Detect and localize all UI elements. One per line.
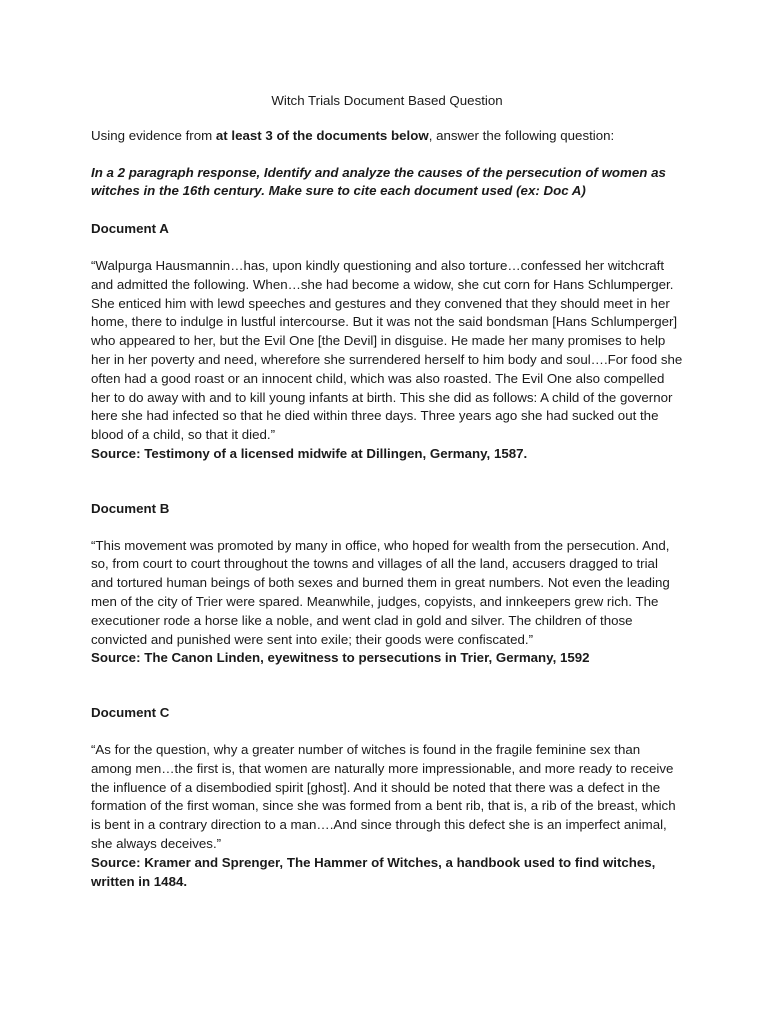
instructions-emphasis: at least 3 of the documents below [215, 127, 429, 143]
document-a-heading: Document A [91, 221, 169, 237]
document-b-quote: “This movement was promoted by many in office, who hoped for wealth from the persecution. And, so, from court to court throughout the towns and villages of all the land, accusers dragged to trial and tortured human beings of both sexes and burned them in great numbers. Not even the leading men of the city of Trier were spared. Meanwhile, judges, copyists, and innkeepers grew rich. The executioner rode a horse like a noble, and went clad in gold and silver. The children of those convicted and punished were sent into exile; their goods were confiscated.” [91, 537, 670, 647]
document-b-heading: Document B [91, 500, 170, 516]
instructions-start: Using evidence from [91, 127, 216, 143]
page-title: Witch Trials Document Based Question [271, 93, 503, 108]
document-a-quote: “Walpurga Hausmannin…has, upon kindly questioning and also torture…confessed her witchcraft and admitted the following. When…she had become a widow, she cut corn for Hans Schlumperger. She enticed him with lewd speeches and gestures and they convened that they should meet in her home, there to indulge in lustful intercourse. But it was not the said bondsman [Hans Schlumperger] who appeared to her, but the Evil One [the Devil] in disguise. He made her many promises to help her in her poverty and need, wherefore she surrendered herself to him body and soul….For food she often had a good roast or an innocent child, which was also roasted. The Evil One also compelled her to do away with and to kill young infants at birth. This she did as follows: A child of the governor here she had infected so that he died within three days. Three years ago she had sucked out the blood of a child, so that it died.” [91, 257, 683, 443]
document-c-quote: “As for the question, why a greater number of witches is found in the fragile feminine sex than among men…the first is, that women are naturally more impressionable, and more ready to receive the influence of a disembodied spirit [ghost]. And it should be noted that there was a defect in the formation of the first woman, since she was formed from a bent rib, that is, a rib of the breast, which is bent in a contrary direction to a man….And since through this defect she is an imperfect animal, she always deceives.” [91, 741, 676, 851]
document-c-source: Source: Kramer and Sprenger, The Hammer of Witches, a handbook used to find witches, written in 1484. [91, 854, 656, 889]
instructions-end: , answer the following question: [428, 127, 615, 143]
document-c-heading: Document C [91, 705, 170, 721]
instructions [91, 127, 683, 146]
essay-question: In a 2 paragraph response, Identify and analyze the causes of the persecution of women as witches in the 16th century. Make sure to cite each document used (ex: Doc A) [91, 164, 666, 199]
document-page [91, 92, 683, 891]
document-a-source: Source: Testimony of a licensed midwife at Dillingen, Germany, 1587. [91, 445, 528, 461]
document-b-source: Source: The Canon Linden, eyewitness to persecutions in Trier, Germany, 1592 [91, 650, 590, 666]
